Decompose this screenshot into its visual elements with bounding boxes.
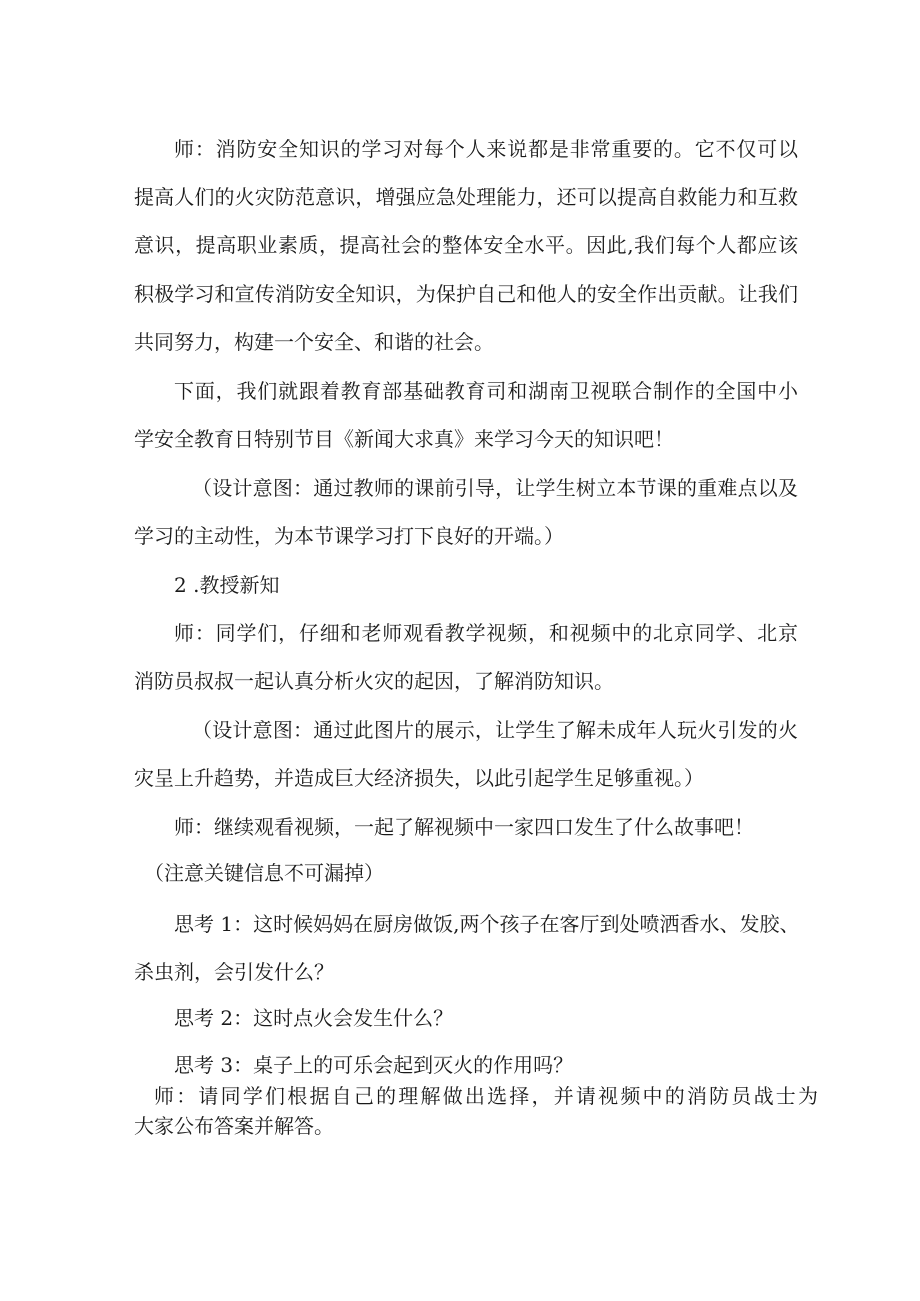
paragraph-line: 消防员叔叔一起认真分析火灾的起因，了解消防知识。 — [134, 669, 614, 693]
paragraph-line: 提高人们的火灾防范意识，增强应急处理能力，还可以提高自救能力和互救 — [134, 185, 798, 209]
question-line: 思考 3：桌子上的可乐会起到灭火的作用吗？ — [174, 1053, 574, 1077]
design-intent-line: （设计意图：通过教师的课前引导，让学生树立本节课的重难点以及 — [192, 476, 798, 500]
paragraph-line: 大家公布答案并解答。 — [134, 1114, 334, 1138]
design-intent-line: （设计意图：通过此图片的展示，让学生了解未成年人玩火引发的火 — [192, 718, 798, 742]
paragraph-line: 师：同学们，仔细和老师观看教学视频，和视频中的北京同学、北京 — [174, 621, 798, 645]
paragraph-line: 学安全教育日特别节目《新闻大求真》来学习今天的知识吧！ — [134, 427, 674, 451]
question-line: 思考 1：这时候妈妈在厨房做饭,两个孩子在客厅到处喷洒香水、发胶、 — [174, 912, 800, 936]
paragraph-line: 师：继续观看视频，一起了解视频中一家四口发生了什么故事吧！ — [174, 815, 754, 839]
paragraph-line: 意识，提高职业素质，提高社会的整体安全水平。因此,我们每个人都应该 — [134, 233, 798, 257]
design-intent-line: 学习的主动性，为本节课学习打下良好的开端。） — [134, 524, 564, 548]
question-line: 杀虫剂，会引发什么？ — [134, 960, 334, 984]
question-line: 思考 2：这时点火会发生什么？ — [174, 1006, 454, 1030]
paragraph-line: 师：消防安全知识的学习对每个人来说都是非常重要的。它不仅可以 — [174, 137, 798, 161]
section-heading: 2 .教授新知 — [174, 573, 280, 597]
paragraph-line: 积极学习和宣传消防安全知识，为保护自己和他人的安全作出贡献。让我们 — [134, 282, 798, 306]
paragraph-line: 下面，我们就跟着教育部基础教育司和湖南卫视联合制作的全国中小 — [174, 379, 798, 403]
design-intent-line: 灾呈上升趋势，并造成巨大经济损失，以此引起学生足够重视。） — [134, 766, 704, 790]
paragraph-line: 师：请同学们根据自己的理解做出选择，并请视频中的消防员战士为 — [154, 1084, 818, 1108]
note-line: （注意关键信息不可漏掉） — [144, 861, 384, 885]
paragraph-line: 共同努力，构建一个安全、和谐的社会。 — [134, 330, 494, 354]
